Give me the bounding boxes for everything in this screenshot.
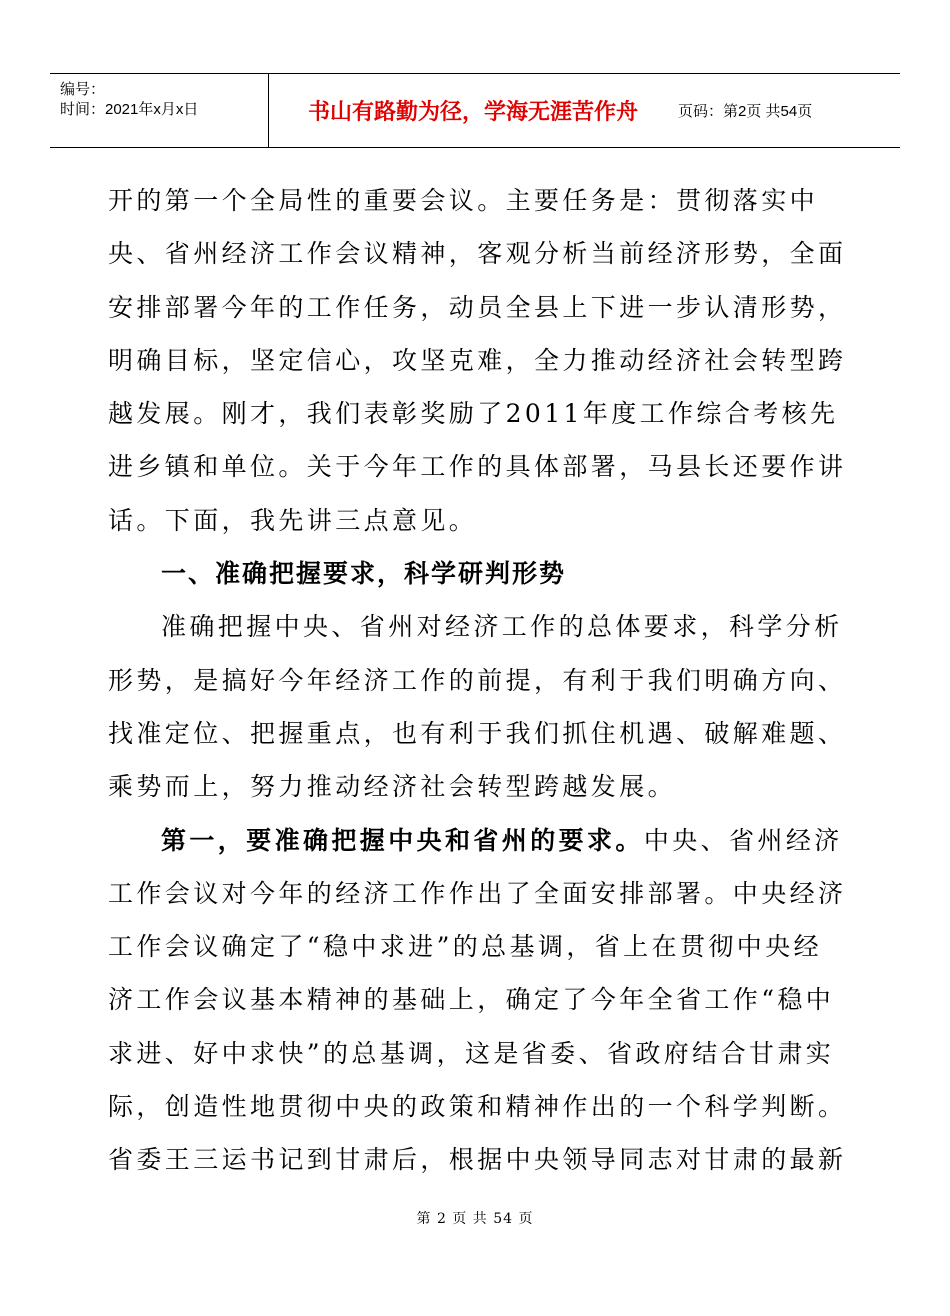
body-paragraph: 准确把握中央、省州对经济工作的总体要求，科学分析形势，是搞好今年经济工作的前提，有利于我们明确方向、找准定位、把握重点，也有利于我们抓住机遇、破解难题、乘势而上，努力推动经济社会转型跨越发展。 [108, 612, 847, 802]
page-footer: 第 2 页 共 54 页 [416, 1211, 534, 1227]
page-header [50, 73, 900, 148]
header-motto: 书山有路勤为径，学海无涯苦作舟 [307, 100, 638, 125]
body-paragraph [108, 814, 848, 1187]
paragraph-lead: 第一，要准确把握中央和省州的要求。 [161, 825, 644, 855]
header-meta [60, 80, 270, 120]
document-body [108, 174, 848, 1187]
document-number-label: 编号： [60, 81, 106, 98]
paragraph-text: 中央、省州经济工作会议对今年的经济工作作出了全面安排部署。中央经济工作会议确定了“稳中求进”的总基调，省上在贯彻中央经济工作会议基本精神的基础上，确定了今年全省工作“稳中求进、好中求快”的总基调，这是省委、省政府结合甘肃实际，创造性地贯彻中央的政策和精神作出的一个科学判断。省委王三运书记到甘肃后，根据中央领导同志对甘肃的最新 [108, 825, 847, 1175]
document-time-label: 时间：2021年x月x日 [60, 101, 199, 118]
body-paragraph: 开的第一个全局性的重要会议。主要任务是：贯彻落实中央、省州经济工作会议精神，客观分析当前经济形势，全面安排部署今年的工作任务，动员全县上下进一步认清形势，明确目标，坚定信心，攻坚克难，全力推动经济社会转型跨越发展。刚才，我们表彰奖励了2011年度工作综合考核先进乡镇和单位。关于今年工作的具体部署，马县长还要作讲话。下面，我先讲三点意见。 [108, 186, 847, 535]
header-page-number: 页码：第2页 共54页 [678, 103, 813, 120]
section-heading: 一、准确把握要求，科学研判形势 [161, 559, 567, 589]
header-divider [268, 74, 269, 147]
